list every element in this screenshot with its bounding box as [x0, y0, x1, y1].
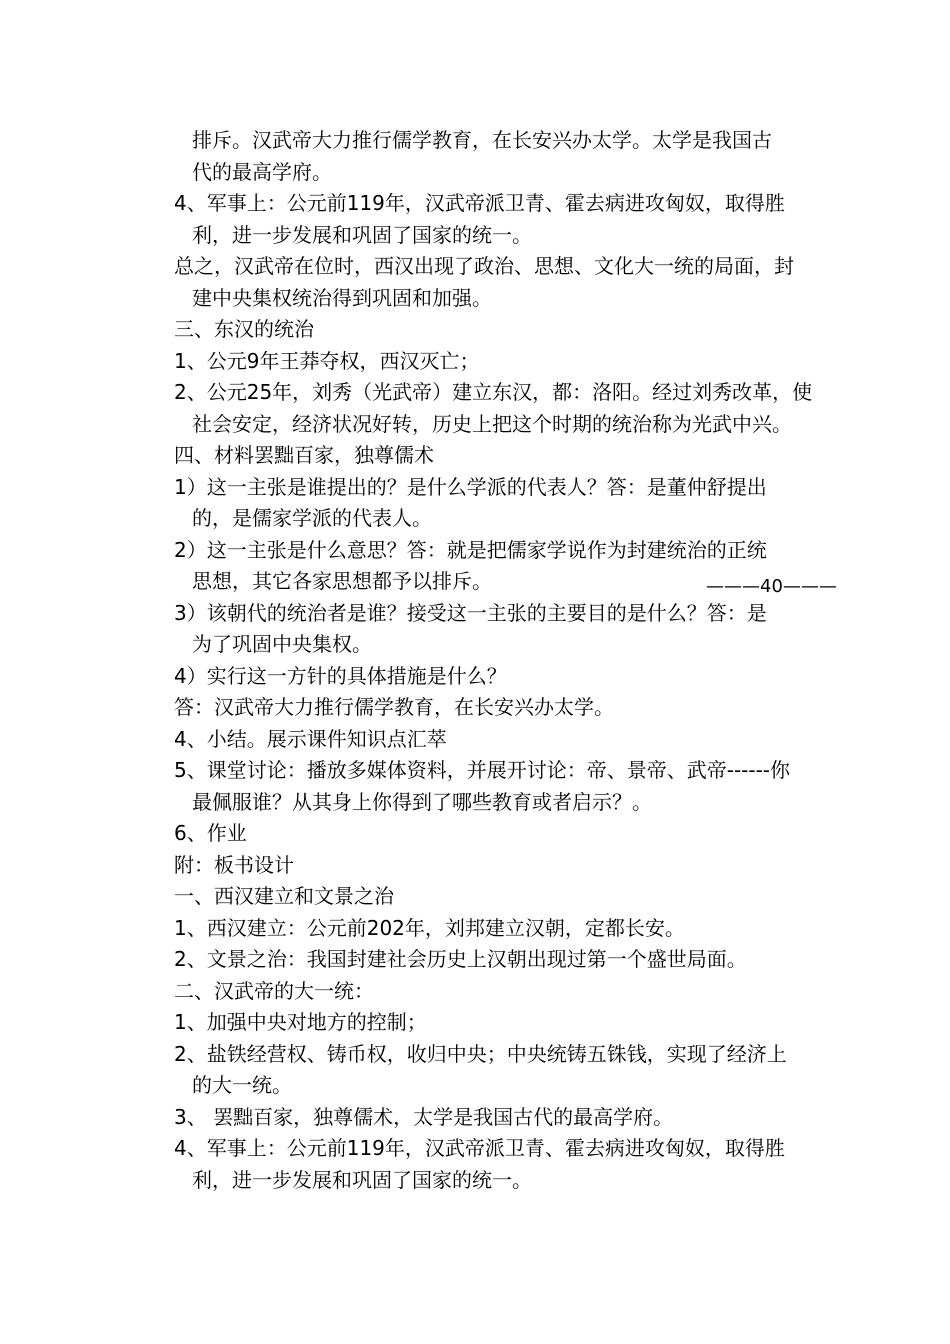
section-heading: 一、西汉建立和文景之治: [174, 884, 394, 908]
document-body: [174, 125, 834, 1196]
page-number: ———40———: [706, 576, 837, 597]
text-line: 答：汉武帝大力推行儒学教育，在长安兴办太学。: [174, 695, 614, 719]
text-line: 总之，汉武帝在位时，西汉出现了政治、思想、文化大一统的局面，封: [174, 254, 794, 278]
section-heading: 二、汉武帝的大一统：: [174, 978, 374, 1003]
text-line: 1）这一主张是谁提出的？是什么学派的代表人？答：是董仲舒提出: [174, 474, 767, 499]
text-line: 为了巩固中央集权。: [192, 632, 372, 656]
text-line: 1、公元9年王莽夺权，西汉灭亡；: [174, 348, 480, 373]
text-line: 最佩服谁？从其身上你得到了哪些教育或者启示？。: [192, 789, 652, 814]
text-line: 代的最高学府。: [192, 159, 332, 184]
text-line: 建中央集权统治得到巩固和加强。: [192, 285, 492, 310]
text-line: 5、课堂讨论：播放多媒体资料，并展开讨论：帝、景帝、武帝------你: [174, 758, 791, 782]
text-line: 4、军事上：公元前119年，汉武帝派卫青、霍去病进攻匈奴，取得胜: [174, 191, 785, 215]
text-line: 2、文景之治：我国封建社会历史上汉朝出现过第一个盛世局面。: [174, 947, 747, 971]
text-line: 排斥。汉武帝大力推行儒学教育，在长安兴办太学。太学是我国古: [192, 128, 772, 152]
text-line: 3）该朝代的统治者是谁？接受这一主张的主要目的是什么？答：是: [174, 600, 767, 625]
text-line: 2、公元25年，刘秀（光武帝）建立东汉，都：洛阳。经过刘秀改革，使: [174, 380, 813, 404]
text-line: 的大一统。: [192, 1073, 292, 1097]
text-line: 利，进一步发展和巩固了国家的统一。: [192, 222, 532, 247]
text-line: 的，是儒家学派的代表人。: [192, 506, 432, 530]
text-line: 2、盐铁经营权、铸币权，收归中央；中央统铸五铢钱，实现了经济上: [174, 1041, 787, 1066]
text-line: 3、 罢黜百家，独尊儒术，太学是我国古代的最高学府。: [174, 1104, 674, 1129]
text-line: 4）实行这一方针的具体措施是什么？: [174, 663, 507, 688]
text-line: 社会安定，经济状况好转，历史上把这个时期的统治称为光武中兴。: [192, 411, 792, 436]
text-line: 1、加强中央对地方的控制；: [174, 1010, 427, 1034]
text-line: 4、小结。展示课件知识点汇萃: [174, 726, 447, 751]
text-line: 思想，其它各家思想都予以排斥。: [192, 569, 492, 593]
section-heading: 三、东汉的统治: [174, 317, 314, 341]
text-line: 2）这一主张是什么意思？答：就是把儒家学说作为封建统治的正统: [174, 537, 767, 562]
section-heading: 附：板书设计: [174, 852, 294, 877]
section-heading: 四、材料罢黜百家，独尊儒术: [174, 443, 434, 467]
text-line: 1、西汉建立：公元前202年，刘邦建立汉朝，定都长安。: [174, 915, 685, 940]
text-line: 6、作业: [174, 821, 247, 845]
text-line: 4、军事上：公元前119年，汉武帝派卫青、霍去病进攻匈奴，取得胜: [174, 1136, 785, 1160]
text-line: 利，进一步发展和巩固了国家的统一。: [192, 1167, 532, 1192]
